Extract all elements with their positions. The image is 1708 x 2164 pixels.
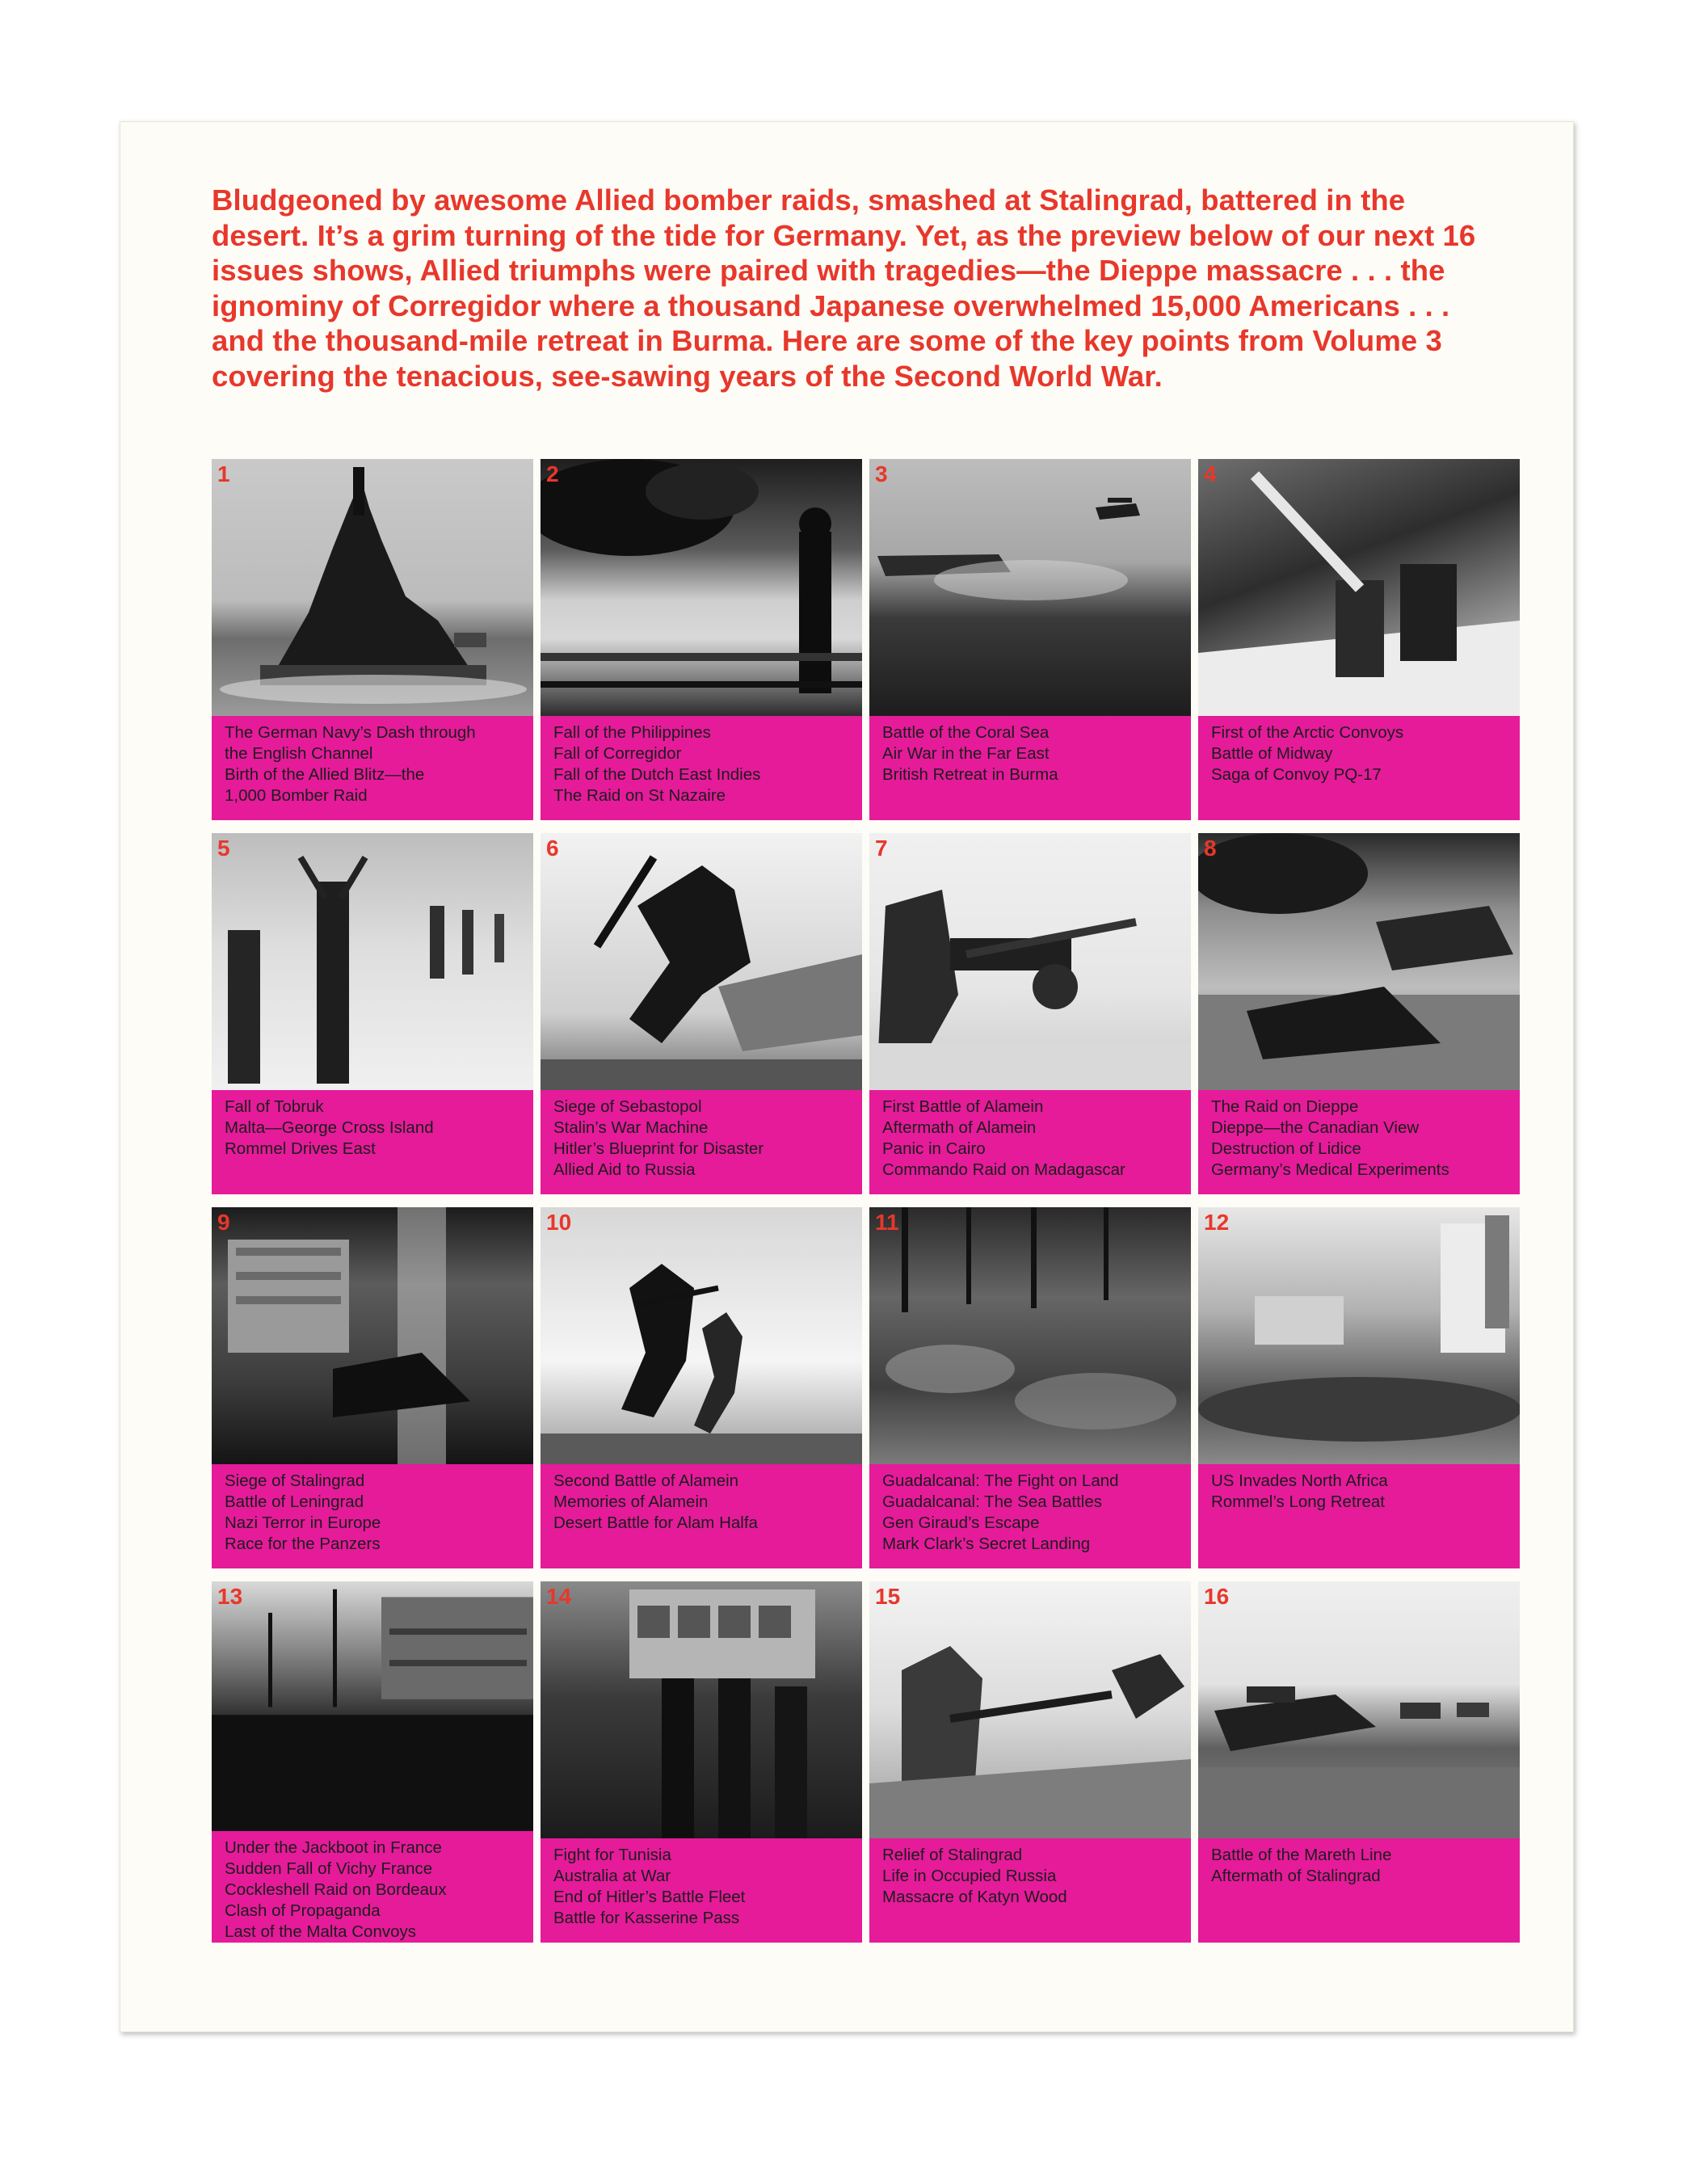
jungle-troops-photo	[869, 1207, 1191, 1464]
issue-number: 14	[546, 1584, 572, 1609]
caption-line: Second Battle of Alamein	[553, 1471, 739, 1490]
stalingrad-ruins-photo	[212, 1207, 533, 1464]
issue-caption	[1198, 716, 1520, 820]
issue-tile-1[interactable]	[212, 459, 533, 820]
caption-line: Life in Occupied Russia	[882, 1867, 1057, 1885]
caption-line: Gen Giraud’s Escape	[882, 1514, 1040, 1532]
arctic-convoy-deck-photo	[1198, 459, 1520, 716]
surrendering-soldiers-photo	[212, 833, 533, 1090]
issue-preview-grid	[212, 459, 1521, 1943]
issue-tile-2[interactable]	[541, 459, 862, 820]
caption-line: The German Navy’s Dash through	[225, 723, 476, 742]
issue-number: 8	[1204, 836, 1217, 861]
caption-line: Fall of the Philippines	[553, 723, 711, 742]
caption-line: 1,000 Bomber Raid	[225, 786, 368, 805]
caption-line: Allied Aid to Russia	[553, 1160, 696, 1179]
issue-number: 11	[875, 1210, 899, 1235]
caption-line: Birth of the Allied Blitz—the	[225, 765, 425, 784]
issue-caption	[869, 716, 1191, 820]
issue-number: 3	[875, 461, 888, 486]
issue-tile-6[interactable]	[541, 833, 862, 1194]
caption-line: Cockleshell Raid on Bordeaux	[225, 1880, 447, 1899]
issue-tile-14[interactable]	[541, 1581, 862, 1943]
issue-number: 1	[217, 461, 230, 486]
caption-line: Nazi Terror in Europe	[225, 1514, 381, 1532]
caption-line: Saga of Convoy PQ-17	[1211, 765, 1382, 784]
caption-line: Aftermath of Stalingrad	[1211, 1867, 1381, 1885]
caption-line: Air War in the Far East	[882, 744, 1050, 763]
caption-line: Fall of Corregidor	[553, 744, 682, 763]
caption-line: Memories of Alamein	[553, 1492, 709, 1511]
caption-line: Panic in Cairo	[882, 1139, 986, 1158]
issue-number: 16	[1204, 1584, 1230, 1609]
caption-line: Rommel Drives East	[225, 1139, 376, 1158]
issue-tile-5[interactable]	[212, 833, 533, 1194]
burning-harbor-soldier-photo	[541, 459, 862, 716]
caption-line: Siege of Sebastopol	[553, 1097, 702, 1116]
tanks-on-plain-photo	[1198, 1581, 1520, 1838]
caption-line: Guadalcanal: The Fight on Land	[882, 1471, 1119, 1490]
caption-line: Aftermath of Alamein	[882, 1118, 1037, 1137]
issue-number: 6	[546, 836, 559, 861]
caption-line: US Invades North Africa	[1211, 1471, 1388, 1490]
caption-line: Battle for Kasserine Pass	[553, 1909, 740, 1927]
issue-tile-12[interactable]	[1198, 1207, 1520, 1568]
caption-line: Battle of Leningrad	[225, 1492, 364, 1511]
snow-machine-gunners-photo	[869, 1581, 1191, 1838]
issue-caption	[869, 1838, 1191, 1943]
caption-line: British Retreat in Burma	[882, 765, 1058, 784]
caption-line: First Battle of Alamein	[882, 1097, 1044, 1116]
caption-line: End of Hitler’s Battle Fleet	[553, 1888, 746, 1906]
issue-caption	[869, 1090, 1191, 1194]
issue-number: 9	[217, 1210, 230, 1235]
issue-tile-13[interactable]	[212, 1581, 533, 1943]
caption-line: Guadalcanal: The Sea Battles	[882, 1492, 1102, 1511]
issue-caption	[1198, 1090, 1520, 1194]
issue-caption	[541, 1838, 862, 1943]
caption-line: Race for the Panzers	[225, 1535, 381, 1553]
caption-line: Under the Jackboot in France	[225, 1838, 442, 1857]
issue-tile-3[interactable]	[869, 459, 1191, 820]
issue-caption	[1198, 1464, 1520, 1568]
battleship-photo	[212, 459, 533, 716]
issue-caption	[541, 1464, 862, 1568]
caption-line: Massacre of Katyn Wood	[882, 1888, 1067, 1906]
issue-tile-11[interactable]	[869, 1207, 1191, 1568]
issue-caption	[1198, 1838, 1520, 1943]
caption-line: Dieppe—the Canadian View	[1211, 1118, 1420, 1137]
caption-line: Rommel’s Long Retreat	[1211, 1492, 1385, 1511]
issue-caption	[212, 1090, 533, 1194]
caption-line: the English Channel	[225, 744, 373, 763]
dieppe-beach-tank-photo	[1198, 833, 1520, 1090]
caption-line: First of the Arctic Convoys	[1211, 723, 1404, 742]
caption-line: Fight for Tunisia	[553, 1846, 671, 1864]
caption-line: Desert Battle for Alam Halfa	[553, 1514, 758, 1532]
issue-tile-4[interactable]	[1198, 459, 1520, 820]
issue-number: 7	[875, 836, 888, 861]
caption-line: Commando Raid on Madagascar	[882, 1160, 1125, 1179]
caption-line: Sudden Fall of Vichy France	[225, 1859, 433, 1878]
caption-line: Relief of Stalingrad	[882, 1846, 1023, 1864]
issue-tile-15[interactable]	[869, 1581, 1191, 1943]
issue-caption	[869, 1464, 1191, 1568]
caption-line: The Raid on St Nazaire	[553, 786, 726, 805]
charging-infantry-photo	[541, 1207, 862, 1464]
caption-line: Battle of the Mareth Line	[1211, 1846, 1392, 1864]
issue-tile-16[interactable]	[1198, 1581, 1520, 1943]
caption-line: Australia at War	[553, 1867, 671, 1885]
issue-tile-7[interactable]	[869, 833, 1191, 1194]
caption-line: Malta—George Cross Island	[225, 1118, 434, 1137]
caption-line: Battle of Midway	[1211, 744, 1333, 763]
issue-number: 10	[546, 1210, 572, 1235]
issue-tile-9[interactable]	[212, 1207, 533, 1568]
issue-number: 15	[875, 1584, 901, 1609]
caption-line: Hitler’s Blueprint for Disaster	[553, 1139, 764, 1158]
caption-line: Fall of the Dutch East Indies	[553, 765, 761, 784]
issue-number: 2	[546, 461, 559, 486]
north-africa-landing-photo	[1198, 1207, 1520, 1464]
issue-caption	[212, 716, 533, 820]
marching-troops-tram-photo	[541, 1581, 862, 1838]
caption-line: Destruction of Lidice	[1211, 1139, 1361, 1158]
issue-caption	[212, 1464, 533, 1568]
issue-caption	[541, 1090, 862, 1194]
issue-caption	[541, 716, 862, 820]
issue-caption	[212, 1831, 533, 1943]
issue-number: 12	[1204, 1210, 1230, 1235]
issue-number: 5	[217, 836, 230, 861]
issue-tile-10[interactable]	[541, 1207, 862, 1568]
caption-line: Mark Clark’s Secret Landing	[882, 1535, 1091, 1553]
caption-line: Last of the Malta Convoys	[225, 1922, 417, 1941]
leaping-soldier-photo	[541, 833, 862, 1090]
caption-line: Germany’s Medical Experiments	[1211, 1160, 1449, 1179]
issue-number: 13	[217, 1584, 243, 1609]
desert-gun-crew-photo	[869, 833, 1191, 1090]
intro-paragraph: Bludgeoned by awesome Allied bomber raids, smashed at Stalingrad, battered in the desert. It’s a grim turning of the tide for Germany. Yet, as the preview below of our next 16 issues shows, Allied triumphs were paired with tragedies—the Dieppe massacre . . . the ignominy of Corregidor where a thousand Japanese overwhelmed 15,000 Americans . . . and the thousand-mile retreat in Burma. Here are some of the key points from Volume 3 covering the tenacious, see-sawing years of the Second World War.	[212, 183, 1476, 393]
caption-line: Stalin’s War Machine	[553, 1118, 709, 1137]
caption-line: Clash of Propaganda	[225, 1901, 381, 1920]
paris-crowd-photo	[212, 1581, 533, 1831]
aircraft-carrier-photo	[869, 459, 1191, 716]
caption-line: Battle of the Coral Sea	[882, 723, 1050, 742]
issue-number: 4	[1204, 461, 1217, 486]
issue-tile-8[interactable]	[1198, 833, 1520, 1194]
caption-line: Fall of Tobruk	[225, 1097, 324, 1116]
caption-line: The Raid on Dieppe	[1211, 1097, 1359, 1116]
caption-line: Siege of Stalingrad	[225, 1471, 365, 1490]
